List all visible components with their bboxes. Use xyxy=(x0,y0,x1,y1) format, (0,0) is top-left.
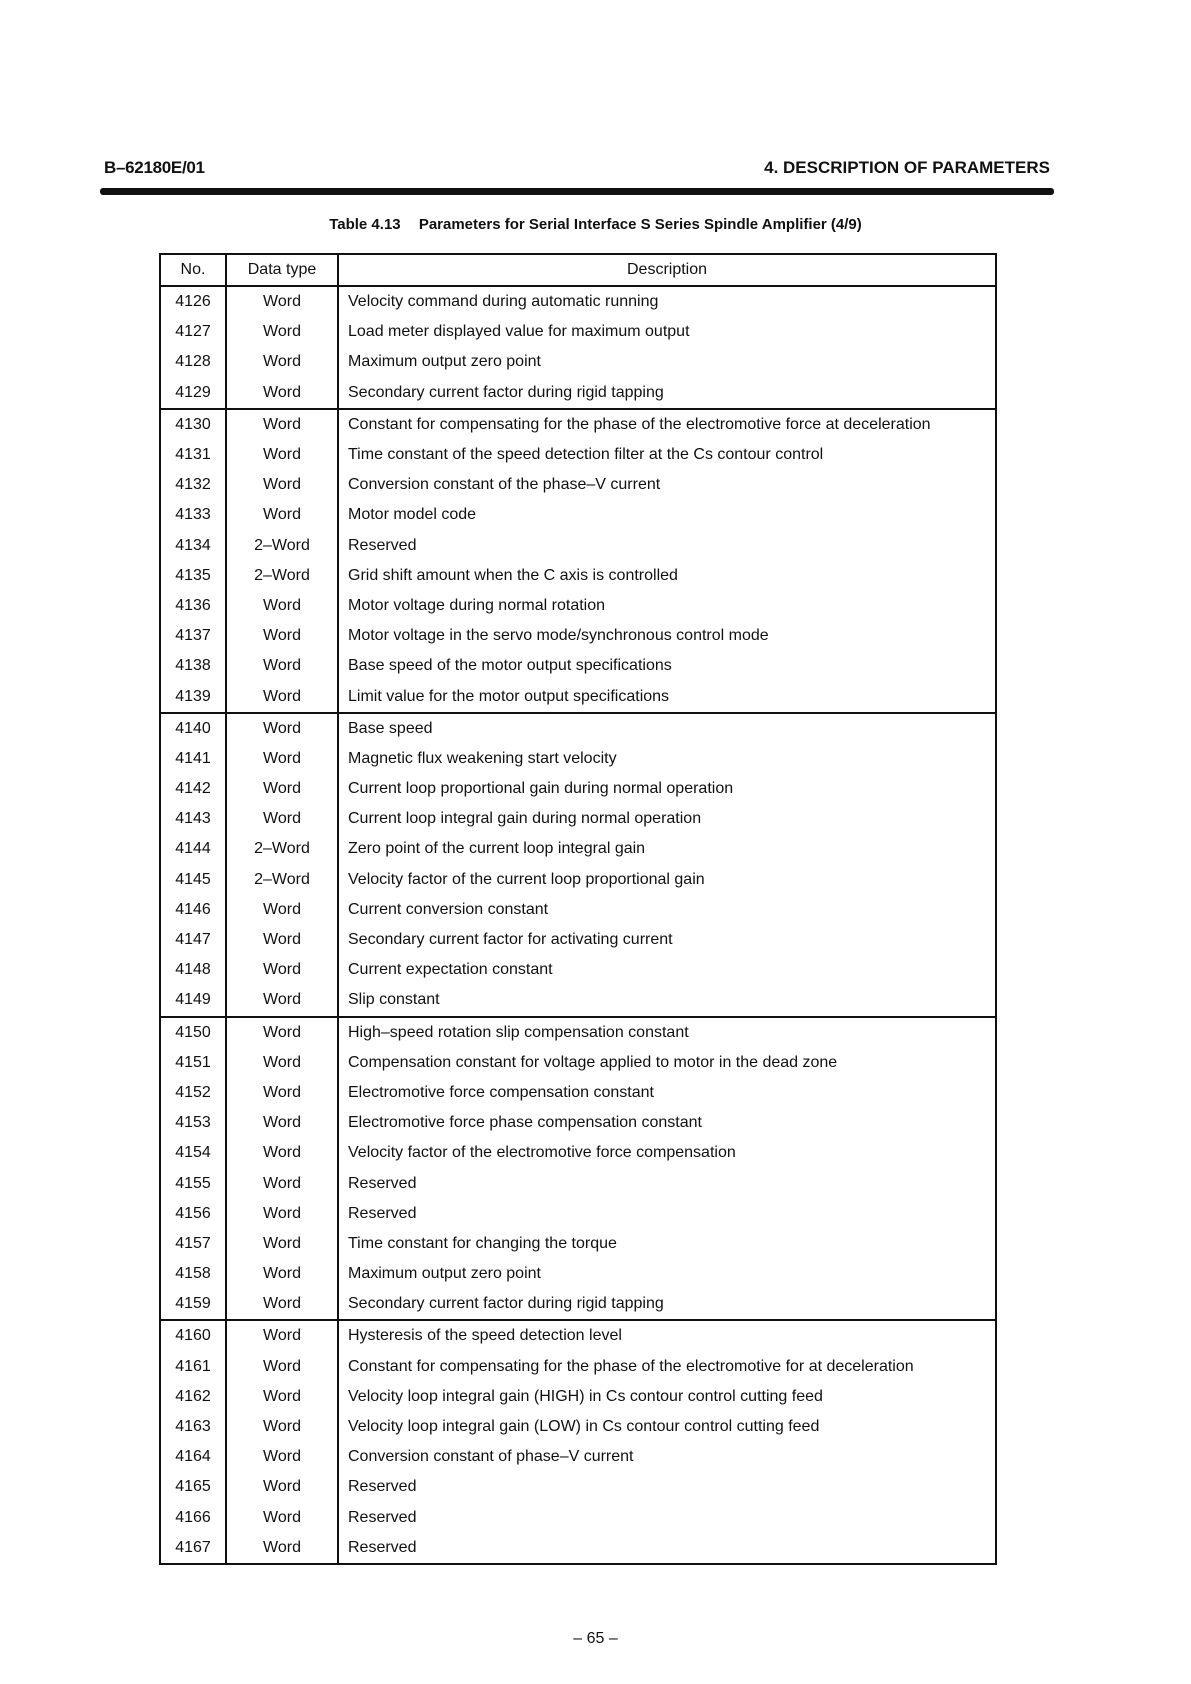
table-number: Table 4.13 xyxy=(329,216,401,233)
data-type-cell: 2–Word xyxy=(226,865,338,895)
table-row xyxy=(160,865,996,895)
data-type-cell: Word xyxy=(226,500,338,530)
description-cell: Velocity loop integral gain (LOW) in Cs contour control cutting feed xyxy=(338,1412,996,1442)
table-row xyxy=(160,1382,996,1412)
description-cell: Electromotive force phase compensation constant xyxy=(338,1108,996,1138)
column-header-no: No. xyxy=(160,254,226,286)
document-code: B–62180E/01 xyxy=(104,158,205,177)
param-number-cell: 4129 xyxy=(160,378,226,409)
param-number-cell: 4166 xyxy=(160,1503,226,1533)
table-row xyxy=(160,1320,996,1351)
param-number-cell: 4127 xyxy=(160,317,226,347)
param-number-cell: 4147 xyxy=(160,925,226,955)
param-number-cell: 4148 xyxy=(160,955,226,985)
description-cell: Electromotive force compensation constant xyxy=(338,1078,996,1108)
param-number-cell: 4154 xyxy=(160,1138,226,1168)
table-row xyxy=(160,1078,996,1108)
description-cell: Reserved xyxy=(338,1199,996,1229)
param-number-cell: 4161 xyxy=(160,1352,226,1382)
param-number-cell: 4164 xyxy=(160,1442,226,1472)
data-type-cell: Word xyxy=(226,1078,338,1108)
table-row xyxy=(160,1533,996,1564)
param-number-cell: 4151 xyxy=(160,1048,226,1078)
table-row xyxy=(160,621,996,651)
description-cell: Conversion constant of the phase–V current xyxy=(338,470,996,500)
header-rule xyxy=(100,188,1054,195)
table-row xyxy=(160,1229,996,1259)
table-row xyxy=(160,1168,996,1198)
data-type-cell: Word xyxy=(226,955,338,985)
table-row xyxy=(160,895,996,925)
table-row xyxy=(160,591,996,621)
description-cell: Secondary current factor during rigid tapping xyxy=(338,1289,996,1320)
description-cell: Secondary current factor during rigid tapping xyxy=(338,378,996,409)
data-type-cell: 2–Word xyxy=(226,834,338,864)
data-type-cell: Word xyxy=(226,744,338,774)
description-cell: Base speed xyxy=(338,713,996,744)
data-type-cell: Word xyxy=(226,804,338,834)
table-row xyxy=(160,1472,996,1502)
description-cell: Velocity loop integral gain (HIGH) in Cs contour control cutting feed xyxy=(338,1382,996,1412)
data-type-cell: Word xyxy=(226,713,338,744)
table-row xyxy=(160,409,996,440)
description-cell: Current loop proportional gain during normal operation xyxy=(338,774,996,804)
data-type-cell: Word xyxy=(226,1352,338,1382)
data-type-cell: Word xyxy=(226,1259,338,1289)
param-number-cell: 4156 xyxy=(160,1199,226,1229)
description-cell: Limit value for the motor output specifications xyxy=(338,681,996,712)
data-type-cell: Word xyxy=(226,347,338,377)
data-type-cell: Word xyxy=(226,621,338,651)
data-type-cell: Word xyxy=(226,1382,338,1412)
table-row xyxy=(160,1199,996,1229)
table-row xyxy=(160,955,996,985)
description-cell: Motor voltage during normal rotation xyxy=(338,591,996,621)
parameters-table xyxy=(159,253,997,1565)
data-type-cell: Word xyxy=(226,1199,338,1229)
description-cell: Hysteresis of the speed detection level xyxy=(338,1320,996,1351)
param-number-cell: 4146 xyxy=(160,895,226,925)
param-number-cell: 4163 xyxy=(160,1412,226,1442)
param-number-cell: 4144 xyxy=(160,834,226,864)
data-type-cell: Word xyxy=(226,1138,338,1168)
description-cell: Constant for compensating for the phase of the electromotive for at deceleration xyxy=(338,1352,996,1382)
description-cell: Time constant for changing the torque xyxy=(338,1229,996,1259)
param-number-cell: 4137 xyxy=(160,621,226,651)
param-number-cell: 4141 xyxy=(160,744,226,774)
table-row xyxy=(160,1108,996,1138)
description-cell: Reserved xyxy=(338,531,996,561)
param-number-cell: 4139 xyxy=(160,681,226,712)
table-row xyxy=(160,834,996,864)
data-type-cell: Word xyxy=(226,1048,338,1078)
data-type-cell: Word xyxy=(226,440,338,470)
data-type-cell: Word xyxy=(226,286,338,317)
description-cell: Velocity factor of the electromotive force compensation xyxy=(338,1138,996,1168)
data-type-cell: Word xyxy=(226,774,338,804)
param-number-cell: 4145 xyxy=(160,865,226,895)
table-row xyxy=(160,744,996,774)
param-number-cell: 4128 xyxy=(160,347,226,377)
data-type-cell: Word xyxy=(226,1017,338,1048)
table-row xyxy=(160,1048,996,1078)
param-number-cell: 4140 xyxy=(160,713,226,744)
param-number-cell: 4162 xyxy=(160,1382,226,1412)
description-cell: Current conversion constant xyxy=(338,895,996,925)
description-cell: Motor voltage in the servo mode/synchronous control mode xyxy=(338,621,996,651)
param-number-cell: 4155 xyxy=(160,1168,226,1198)
data-type-cell: Word xyxy=(226,591,338,621)
description-cell: Grid shift amount when the C axis is controlled xyxy=(338,561,996,591)
description-cell: Current expectation constant xyxy=(338,955,996,985)
param-number-cell: 4153 xyxy=(160,1108,226,1138)
data-type-cell: Word xyxy=(226,378,338,409)
description-cell: Velocity command during automatic running xyxy=(338,286,996,317)
description-cell: Reserved xyxy=(338,1168,996,1198)
data-type-cell: 2–Word xyxy=(226,531,338,561)
table-row xyxy=(160,1412,996,1442)
param-number-cell: 4158 xyxy=(160,1259,226,1289)
data-type-cell: Word xyxy=(226,1229,338,1259)
description-cell: Load meter displayed value for maximum output xyxy=(338,317,996,347)
table-caption xyxy=(0,216,1191,233)
table-row xyxy=(160,1503,996,1533)
param-number-cell: 4126 xyxy=(160,286,226,317)
data-type-cell: 2–Word xyxy=(226,561,338,591)
data-type-cell: Word xyxy=(226,1108,338,1138)
data-type-cell: Word xyxy=(226,1472,338,1502)
table-title: Parameters for Serial Interface S Series Spindle Amplifier (4/9) xyxy=(418,216,862,233)
description-cell: Reserved xyxy=(338,1503,996,1533)
table-row xyxy=(160,440,996,470)
description-cell: Motor model code xyxy=(338,500,996,530)
description-cell: Conversion constant of phase–V current xyxy=(338,1442,996,1472)
data-type-cell: Word xyxy=(226,1442,338,1472)
param-number-cell: 4143 xyxy=(160,804,226,834)
data-type-cell: Word xyxy=(226,1320,338,1351)
param-number-cell: 4152 xyxy=(160,1078,226,1108)
table-row xyxy=(160,531,996,561)
data-type-cell: Word xyxy=(226,925,338,955)
data-type-cell: Word xyxy=(226,985,338,1016)
table-row xyxy=(160,378,996,409)
param-number-cell: 4159 xyxy=(160,1289,226,1320)
data-type-cell: Word xyxy=(226,470,338,500)
description-cell: Magnetic flux weakening start velocity xyxy=(338,744,996,774)
data-type-cell: Word xyxy=(226,317,338,347)
description-cell: Maximum output zero point xyxy=(338,347,996,377)
table-row xyxy=(160,317,996,347)
param-number-cell: 4160 xyxy=(160,1320,226,1351)
param-number-cell: 4138 xyxy=(160,651,226,681)
data-type-cell: Word xyxy=(226,409,338,440)
param-number-cell: 4132 xyxy=(160,470,226,500)
data-type-cell: Word xyxy=(226,1289,338,1320)
table-row xyxy=(160,651,996,681)
param-number-cell: 4135 xyxy=(160,561,226,591)
description-cell: Base speed of the motor output specifications xyxy=(338,651,996,681)
data-type-cell: Word xyxy=(226,1412,338,1442)
description-cell: Zero point of the current loop integral gain xyxy=(338,834,996,864)
column-header-description: Description xyxy=(338,254,996,286)
data-type-cell: Word xyxy=(226,1533,338,1564)
table-row xyxy=(160,925,996,955)
description-cell: Constant for compensating for the phase of the electromotive force at deceleration xyxy=(338,409,996,440)
table-row xyxy=(160,1259,996,1289)
data-type-cell: Word xyxy=(226,1503,338,1533)
table-row xyxy=(160,286,996,317)
table-row xyxy=(160,1352,996,1382)
param-number-cell: 4136 xyxy=(160,591,226,621)
description-cell: Compensation constant for voltage applied to motor in the dead zone xyxy=(338,1048,996,1078)
param-number-cell: 4165 xyxy=(160,1472,226,1502)
description-cell: Time constant of the speed detection filter at the Cs contour control xyxy=(338,440,996,470)
param-number-cell: 4157 xyxy=(160,1229,226,1259)
description-cell: Reserved xyxy=(338,1472,996,1502)
description-cell: Secondary current factor for activating current xyxy=(338,925,996,955)
table-row xyxy=(160,1017,996,1048)
page-number: – 65 – xyxy=(573,1630,618,1647)
table-row xyxy=(160,470,996,500)
table-row xyxy=(160,774,996,804)
data-type-cell: Word xyxy=(226,895,338,925)
table-body xyxy=(160,286,996,1564)
data-type-cell: Word xyxy=(226,681,338,712)
param-number-cell: 4131 xyxy=(160,440,226,470)
param-number-cell: 4133 xyxy=(160,500,226,530)
description-cell: Current loop integral gain during normal operation xyxy=(338,804,996,834)
table-row xyxy=(160,1289,996,1320)
table-header-row xyxy=(160,254,996,286)
data-type-cell: Word xyxy=(226,651,338,681)
description-cell: Maximum output zero point xyxy=(338,1259,996,1289)
data-type-cell: Word xyxy=(226,1168,338,1198)
table-row xyxy=(160,681,996,712)
table-row xyxy=(160,713,996,744)
page-header xyxy=(104,158,1050,184)
param-number-cell: 4130 xyxy=(160,409,226,440)
description-cell: Velocity factor of the current loop proportional gain xyxy=(338,865,996,895)
param-number-cell: 4167 xyxy=(160,1533,226,1564)
description-cell: High–speed rotation slip compensation constant xyxy=(338,1017,996,1048)
table-row xyxy=(160,347,996,377)
description-cell: Reserved xyxy=(338,1533,996,1564)
param-number-cell: 4134 xyxy=(160,531,226,561)
param-number-cell: 4142 xyxy=(160,774,226,804)
table-row xyxy=(160,500,996,530)
table-row xyxy=(160,1442,996,1472)
param-number-cell: 4150 xyxy=(160,1017,226,1048)
param-number-cell: 4149 xyxy=(160,985,226,1016)
table-row xyxy=(160,985,996,1016)
description-cell: Slip constant xyxy=(338,985,996,1016)
table-row xyxy=(160,1138,996,1168)
section-title: 4. DESCRIPTION OF PARAMETERS xyxy=(764,158,1050,177)
table-row xyxy=(160,561,996,591)
column-header-data-type: Data type xyxy=(226,254,338,286)
table-row xyxy=(160,804,996,834)
